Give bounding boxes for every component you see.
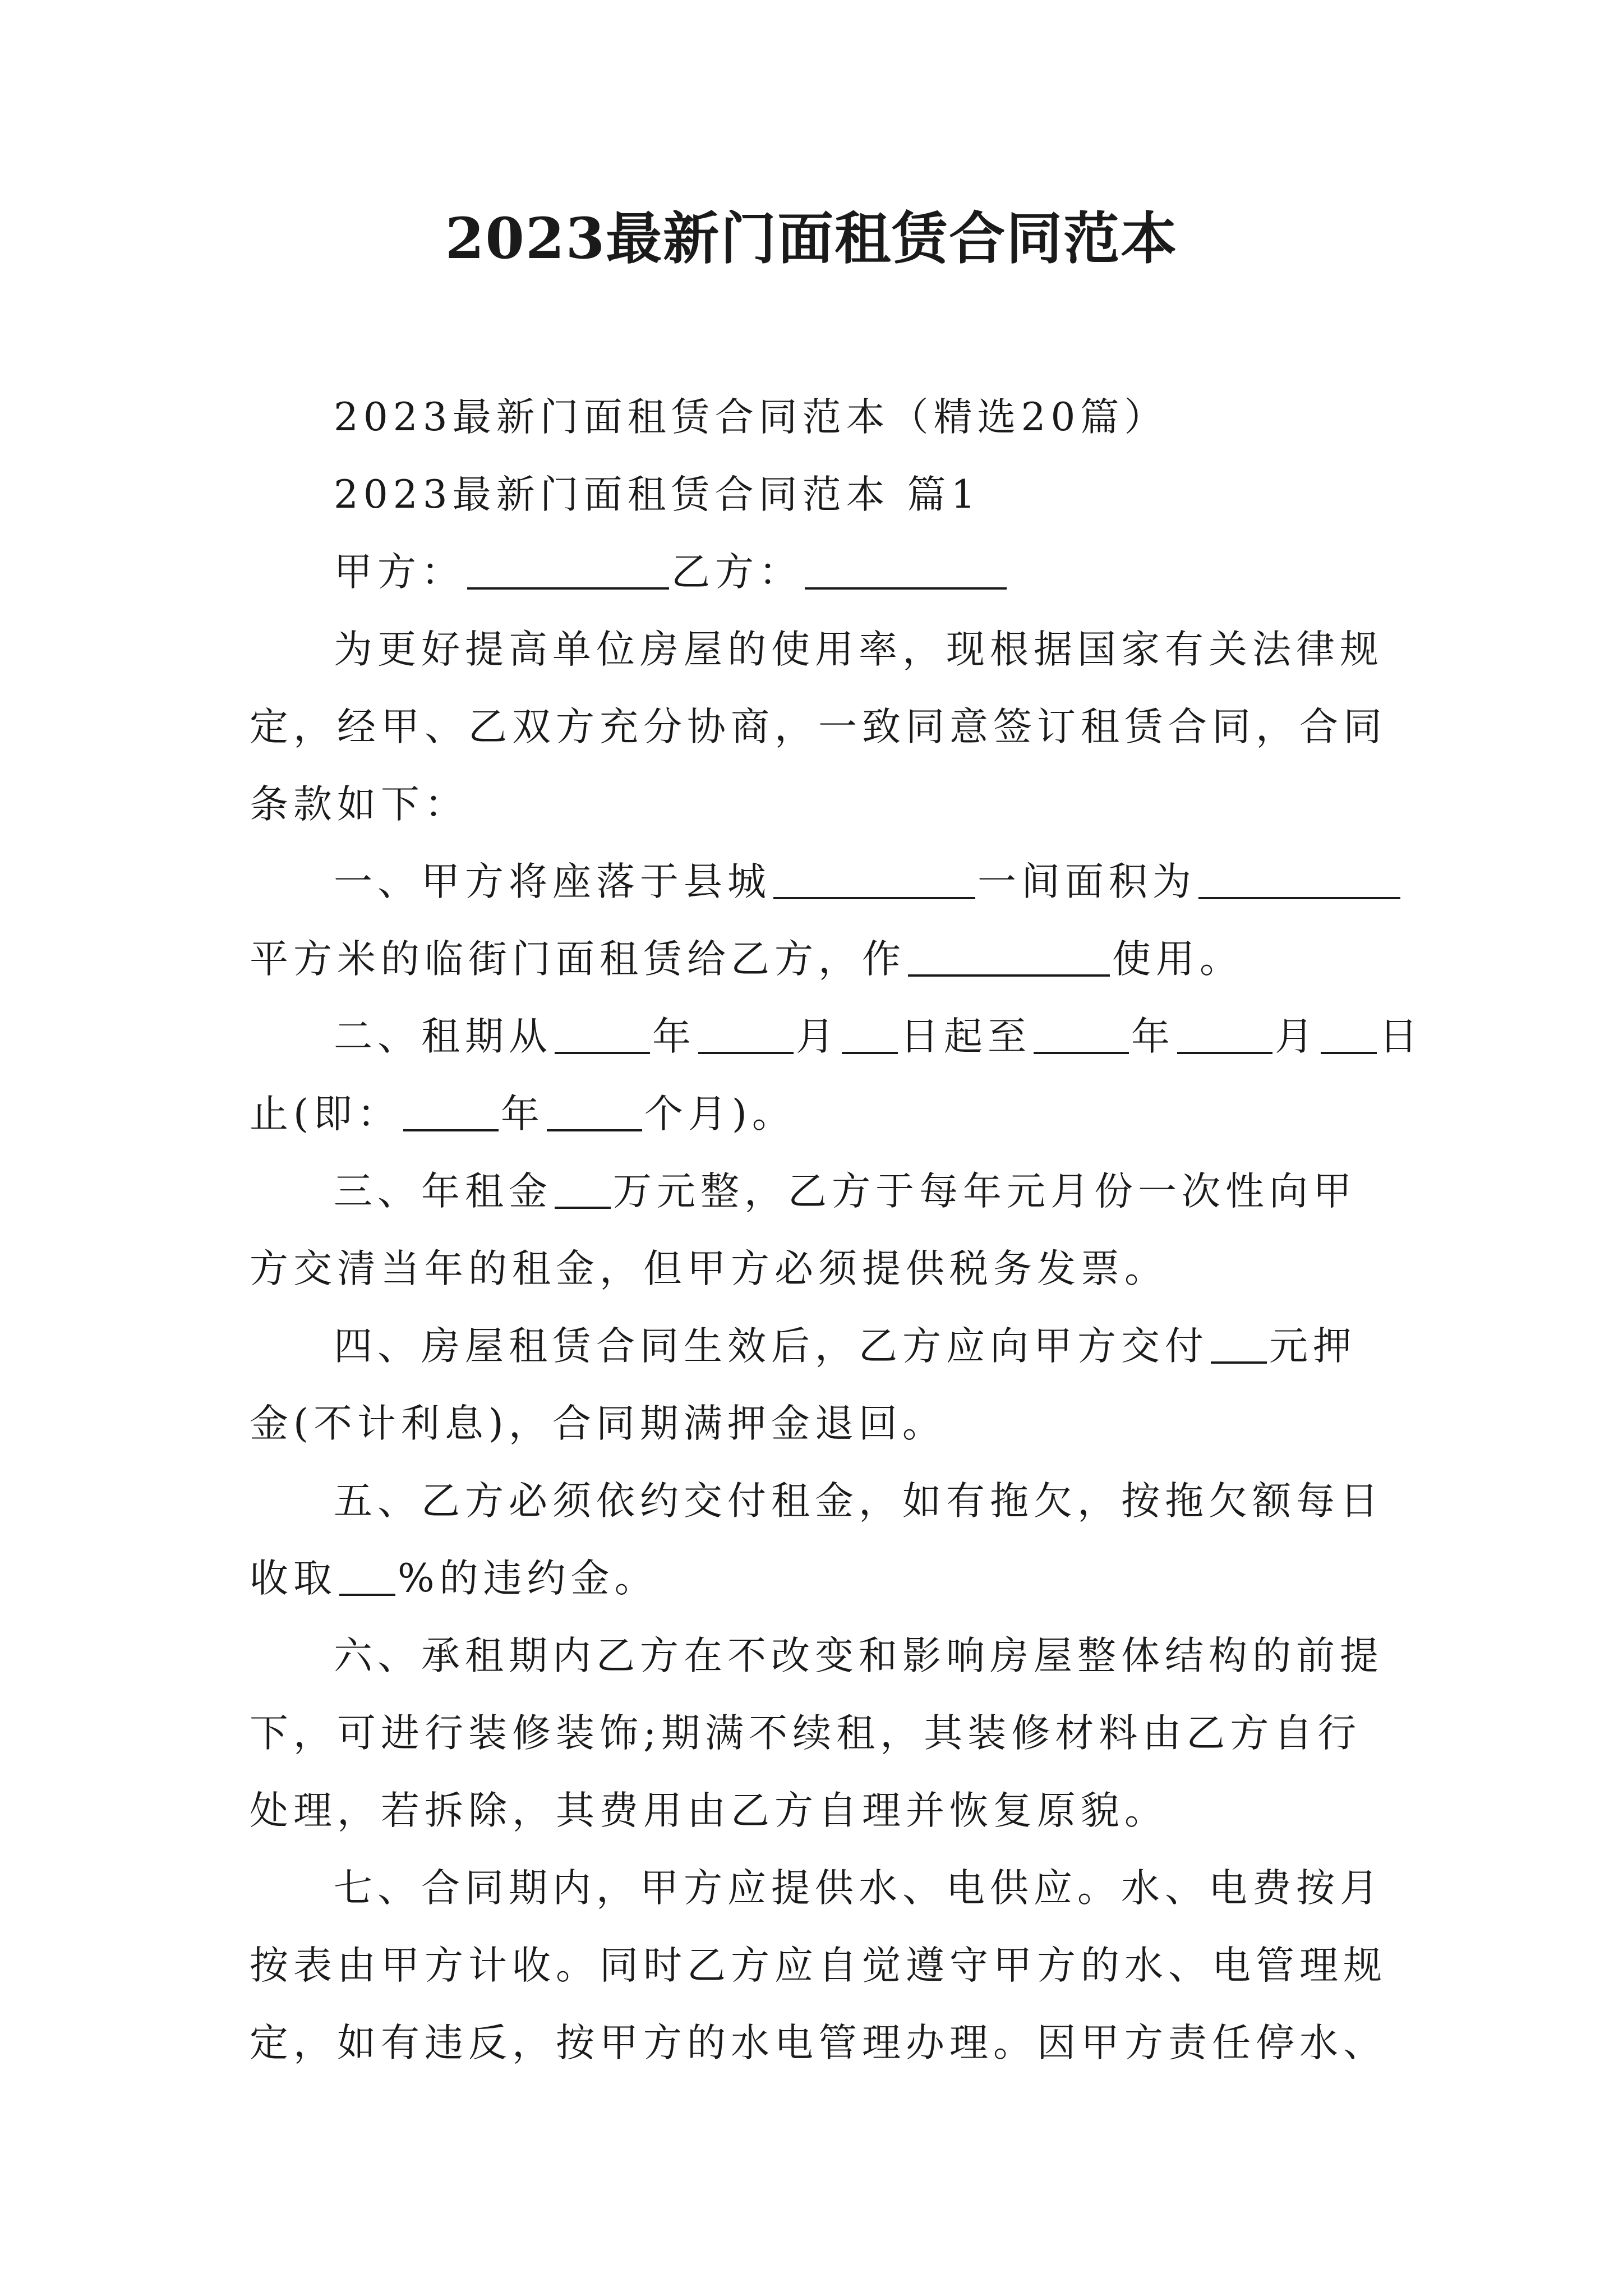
document-title: 2023最新门面租赁合同范本 [445, 205, 1178, 272]
text-span: 七、合同期内，甲方应提供水、电供应。水、电费按月 [334, 1866, 1384, 1911]
clause-6-line-3 [250, 1772, 1385, 1849]
penalty-rate-blank [339, 1552, 395, 1596]
text-span: 六、承租期内乙方在不改变和影响房屋整体结构的前提 [334, 1634, 1384, 1678]
text-span: 按表由甲方计收。同时乙方应自觉遵守甲方的水、电管理规 [250, 1943, 1387, 1988]
location-blank [773, 855, 975, 899]
text-span: 平方米的临街门面租赁给乙方，作 [250, 937, 906, 982]
text-span: 二、租期从 [334, 1014, 552, 1059]
text-span: 元押 [1269, 1324, 1357, 1369]
clause-3-line-2 [250, 1230, 1385, 1308]
text-span: 定，经甲、乙双方充分协商，一致同意签订租赁合同，合同 [250, 705, 1387, 749]
clause-5-line-1 [250, 1462, 1385, 1540]
clause-2-line-2 [250, 1075, 1385, 1153]
clause-5-line-2 [250, 1540, 1385, 1617]
party-a-blank [467, 546, 669, 590]
clause-7-line-1 [250, 1849, 1385, 1927]
preamble-line-2 [250, 688, 1385, 766]
text-span: 收取 [250, 1556, 337, 1601]
text-span: 使用。 [1112, 937, 1243, 982]
usage-blank [908, 933, 1110, 977]
clause-1-line-1 [250, 843, 1385, 921]
clause-3-line-1 [250, 1153, 1385, 1230]
text-span: 万元整，乙方于每年元月份一次性向甲 [613, 1169, 1357, 1214]
text-span: 日起至 [900, 1014, 1031, 1059]
end-year-blank [1034, 1010, 1129, 1054]
text-span: 月 [1275, 1014, 1318, 1059]
text-span: 一间面积为 [978, 859, 1196, 904]
text-span: 日 [1379, 1014, 1423, 1059]
text-span: 年 [1131, 1014, 1175, 1059]
deposit-blank [1211, 1320, 1267, 1364]
text-span: 条款如下： [250, 782, 468, 827]
text-span: 定，如有违反，按甲方的水电管理办理。因甲方责任停水、 [250, 2021, 1387, 2065]
end-day-blank [1321, 1010, 1377, 1054]
clause-4-line-1 [250, 1308, 1385, 1385]
text-span: 2023最新门面租赁合同范本（精选20篇） [334, 395, 1168, 440]
clause-7-line-2 [250, 1927, 1385, 2004]
text-span: 金(不计利息)，合同期满押金退回。 [250, 1401, 946, 1446]
preamble-line-1 [250, 611, 1385, 688]
text-span: 个月)。 [644, 1092, 796, 1137]
duration-month-blank [547, 1088, 642, 1131]
document-body [250, 379, 1423, 2082]
text-span: 三、年租金 [334, 1169, 552, 1214]
text-span: 四、房屋租赁合同生效后，乙方应向甲方交付 [334, 1324, 1209, 1369]
text-span: 为更好提高单位房屋的使用率，现根据国家有关法律规 [334, 627, 1384, 672]
clause-2-line-1 [250, 998, 1423, 1075]
paragraph-subtitle-line [250, 379, 1385, 456]
clause-4-line-2 [250, 1385, 1385, 1462]
start-day-blank [842, 1010, 898, 1054]
text-span: 一、甲方将座落于县城 [334, 859, 771, 904]
area-blank [1198, 855, 1400, 899]
parties-line [250, 533, 1385, 611]
clause-7-line-3 [250, 2004, 1385, 2082]
text-span: 方交清当年的租金，但甲方必须提供税务发票。 [250, 1246, 1168, 1291]
clause-6-line-1 [250, 1617, 1385, 1695]
text-span: 年 [500, 1092, 545, 1137]
annual-rent-blank [555, 1165, 611, 1209]
text-span: 月 [796, 1014, 840, 1059]
text-span: 止(即： [250, 1092, 401, 1137]
party-b-label: 乙方： [671, 550, 803, 595]
preamble-line-3 [250, 766, 1385, 843]
text-span: %的违约金。 [398, 1556, 658, 1601]
text-span: 年 [652, 1014, 696, 1059]
party-b-blank [805, 546, 1007, 590]
party-a-label: 甲方： [334, 550, 465, 595]
clause-6-line-2 [250, 1695, 1385, 1772]
paragraph-section-heading-line [250, 456, 1385, 533]
start-month-blank [698, 1010, 794, 1054]
text-span: 处理，若拆除，其费用由乙方自理并恢复原貌。 [250, 1788, 1168, 1833]
clause-1-line-2 [250, 921, 1385, 998]
text-span: 五、乙方必须依约交付租金，如有拖欠，按拖欠额每日 [334, 1479, 1384, 1524]
start-year-blank [555, 1010, 650, 1054]
text-span: 下，可进行装修装饰;期满不续租，其装修材料由乙方自行 [250, 1711, 1362, 1756]
duration-year-blank [403, 1088, 499, 1131]
text-span: 2023最新门面租赁合同范本 篇1 [334, 472, 981, 517]
end-month-blank [1177, 1010, 1272, 1054]
